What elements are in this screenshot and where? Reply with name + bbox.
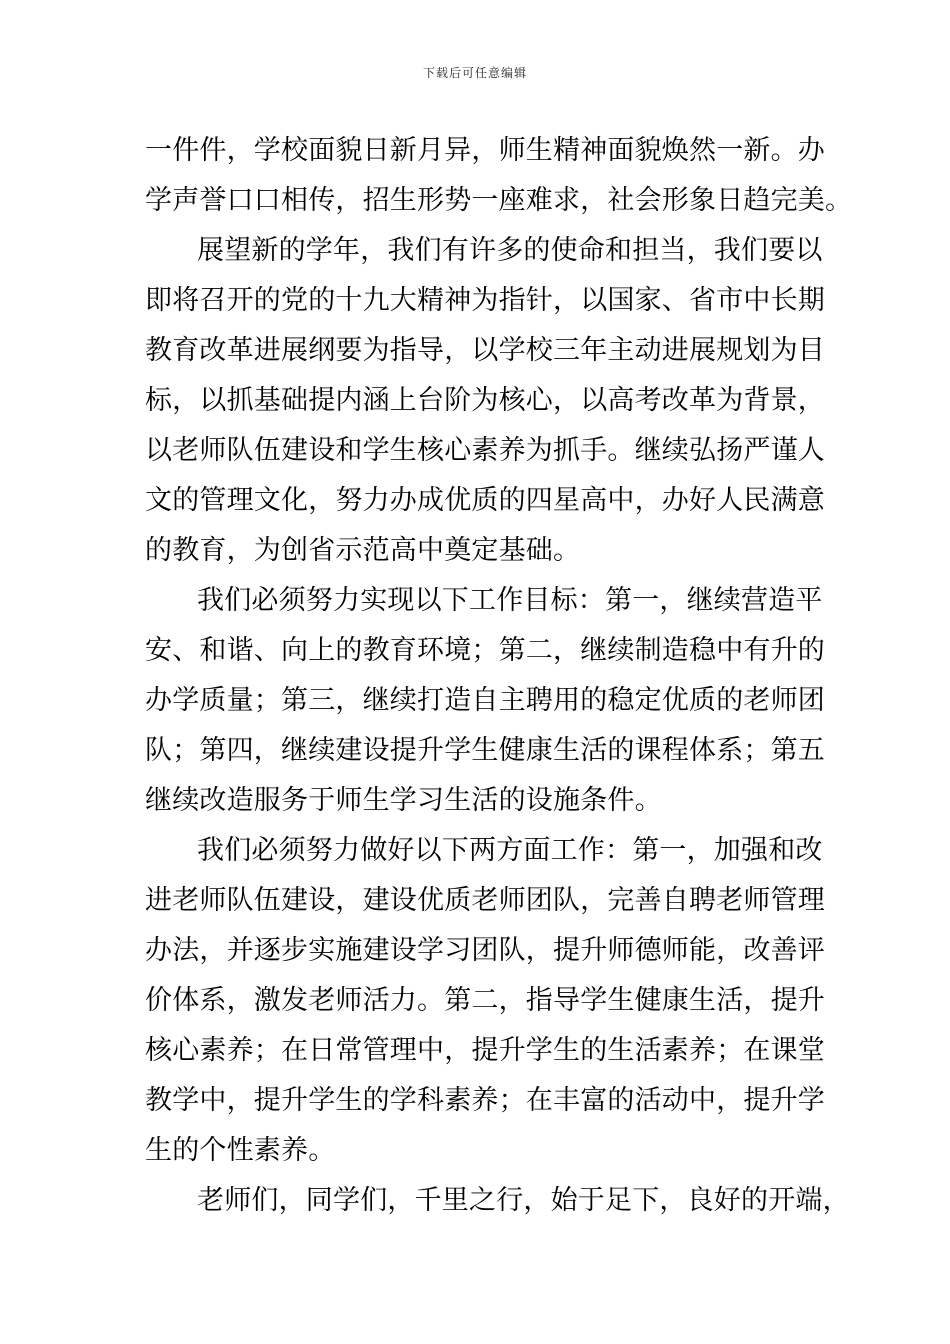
text-line: 安、和谐、向上的教育环境；第二，继续制造稳中有升的: [145, 635, 825, 666]
text-line: 继续改造服务于师生学习生活的设施条件。: [145, 785, 662, 816]
text-line: 办学质量；第三，继续打造自主聘用的稳定优质的老师团: [145, 685, 825, 716]
text-line: 进老师队伍建设，建设优质老师团队，完善自聘老师管理: [145, 885, 825, 916]
text-line: 学声誉口口相传，招生形势一座难求，社会形象日趋完美。: [145, 185, 853, 216]
text-line: 老师们，同学们，千里之行，始于足下，良好的开端，: [197, 1185, 850, 1216]
text-line: 的教育，为创省示范高中奠定基础。: [145, 535, 581, 566]
page-header: 下载后可任意编辑: [422, 66, 527, 80]
text-line: 文的管理文化，努力办成优质的四星高中，办好人民满意: [145, 485, 825, 516]
text-line: 一件件，学校面貌日新月异，师生精神面貌焕然一新。办: [145, 135, 825, 166]
text-line: 队；第四，继续建设提升学生健康生活的课程体系；第五: [145, 735, 825, 766]
text-line: 即将召开的党的十九大精神为指针，以国家、省市中长期: [145, 285, 825, 316]
text-line: 以老师队伍建设和学生核心素养为抓手。继续弘扬严谨人: [145, 435, 825, 466]
text-line: 展望新的学年，我们有许多的使命和担当，我们要以: [197, 235, 823, 266]
text-line: 我们必须努力实现以下工作目标：第一，继续营造平: [197, 585, 823, 616]
text-line: 价体系，激发老师活力。第二，指导学生健康生活，提升: [145, 985, 825, 1016]
text-line: 教学中，提升学生的学科素养；在丰富的活动中，提升学: [145, 1085, 825, 1116]
text-line: 核心素养；在日常管理中，提升学生的生活素养；在课堂: [145, 1035, 825, 1066]
document-body: [145, 126, 853, 1226]
text-line: 我们必须努力做好以下两方面工作：第一，加强和改: [197, 835, 823, 866]
text-line: 标，以抓基础提内涵上台阶为核心，以高考改革为背景，: [145, 385, 825, 416]
text-line: 办法，并逐步实施建设学习团队，提升师德师能，改善评: [145, 935, 825, 966]
text-line: 教育改革进展纲要为指导，以学校三年主动进展规划为目: [145, 335, 825, 366]
text-line: 生的个性素养。: [145, 1135, 336, 1166]
